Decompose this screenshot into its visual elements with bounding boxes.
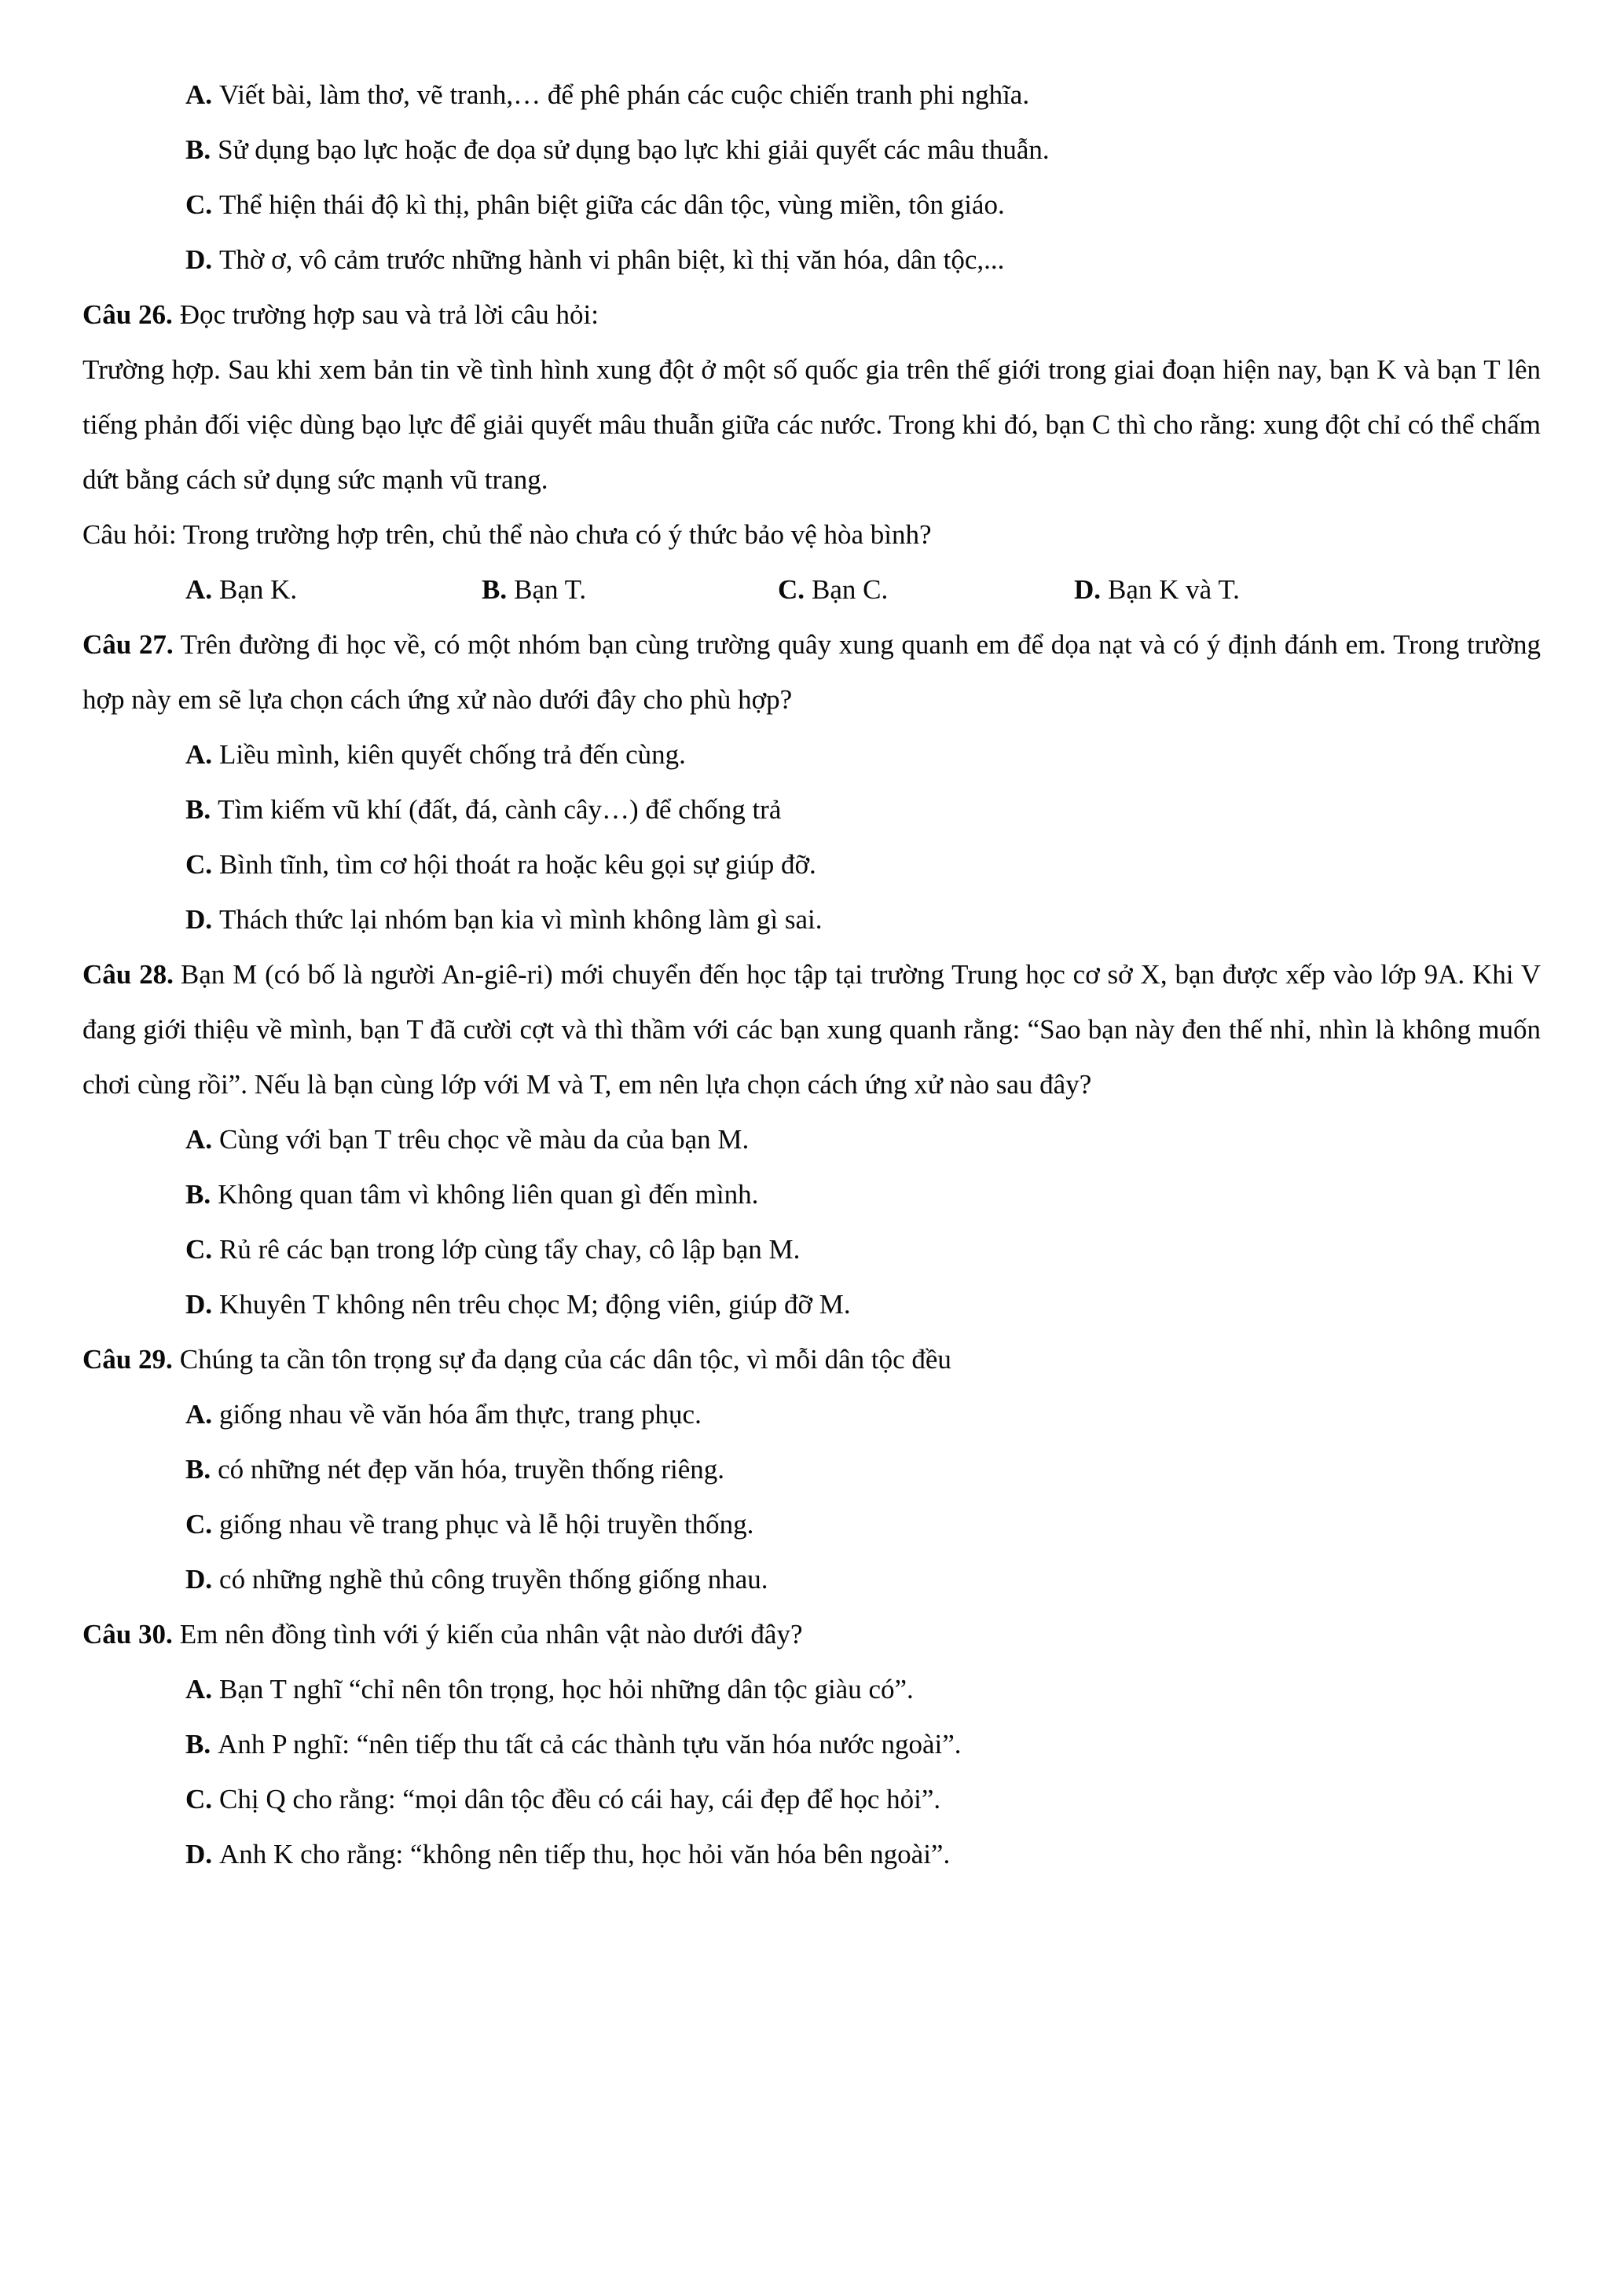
answer-option bbox=[82, 1112, 1541, 1167]
option-text: giống nhau về văn hóa ẩm thực, trang phục. bbox=[219, 1399, 702, 1430]
option-text: Viết bài, làm thơ, vẽ tranh,… để phê phán các cuộc chiến tranh phi nghĩa. bbox=[219, 79, 1030, 110]
option-text: Bạn T. bbox=[514, 574, 587, 605]
option-letter: B. bbox=[185, 1454, 211, 1485]
option-letter: A. bbox=[185, 574, 213, 605]
answer-option bbox=[82, 1442, 1541, 1497]
option-text: Tìm kiếm vũ khí (đất, đá, cành cây…) để chống trả bbox=[218, 794, 782, 825]
question bbox=[82, 947, 1541, 1112]
question-number: Câu 29. bbox=[82, 1344, 173, 1375]
option-letter: D. bbox=[185, 244, 213, 275]
question bbox=[82, 1607, 1541, 1662]
answer-option bbox=[82, 233, 1541, 287]
option-letter: A. bbox=[185, 79, 213, 110]
option-letter: A. bbox=[185, 739, 213, 770]
paragraph-text: Câu hỏi: Trong trường hợp trên, chủ thể nào chưa có ý thức bảo vệ hòa bình? bbox=[82, 519, 932, 550]
question-text: Bạn M (có bố là người An-giê-ri) mới chuyển đến học tập tại trường Trung học cơ sở X, bạn được xếp vào lớp 9A. Khi V đang giới thiệu về mình, bạn T đã cười cợt và thì thầm với các bạn xung quanh rằng: “Sao bạn này đen thế nhỉ, nhìn là không muốn chơi cùng rồi”. Nếu là bạn cùng lớp với M và T, em nên lựa chọn cách ứng xử nào sau đây? bbox=[82, 959, 1541, 1100]
option-text: Liều mình, kiên quyết chống trả đến cùng. bbox=[219, 739, 686, 770]
case-paragraph bbox=[82, 507, 1541, 562]
question bbox=[82, 287, 1541, 342]
option-text: Bạn K. bbox=[219, 574, 298, 605]
option-text: Chị Q cho rằng: “mọi dân tộc đều có cái hay, cái đẹp để học hỏi”. bbox=[219, 1784, 941, 1814]
question bbox=[82, 1332, 1541, 1387]
answer-option bbox=[82, 1717, 1541, 1772]
inline-answer-option bbox=[185, 562, 482, 617]
option-letter: D. bbox=[185, 1289, 213, 1320]
question-text: Em nên đồng tình với ý kiến của nhân vật nào dưới đây? bbox=[179, 1619, 803, 1650]
paragraph-text: Trường hợp. Sau khi xem bản tin về tình hình xung đột ở một số quốc gia trên thế giới trong giai đoạn hiện nay, bạn K và bạn T lên tiếng phản đối việc dùng bạo lực để giải quyết mâu thuẫn giữa các nước. Trong khi đó, bạn C thì cho rằng: xung đột chỉ có thể chấm dứt bằng cách sử dụng sức mạnh vũ trang. bbox=[82, 354, 1541, 495]
answers-row bbox=[82, 562, 1541, 617]
option-text: có những nét đẹp văn hóa, truyền thống riêng. bbox=[218, 1454, 725, 1485]
option-text: Bạn T nghĩ “chỉ nên tôn trọng, học hỏi những dân tộc giàu có”. bbox=[219, 1674, 914, 1705]
option-text: Anh P nghĩ: “nên tiếp thu tất cả các thành tựu văn hóa nước ngoài”. bbox=[218, 1729, 962, 1760]
question-text: Trên đường đi học về, có một nhóm bạn cùng trường quây xung quanh em để dọa nạt và có ý định đánh em. Trong trường hợp này em sẽ lựa chọn cách ứng xử nào dưới đây cho phù hợp? bbox=[82, 629, 1541, 715]
answer-option bbox=[82, 727, 1541, 782]
option-letter: B. bbox=[185, 1179, 211, 1210]
option-text: Bình tĩnh, tìm cơ hội thoát ra hoặc kêu gọi sự giúp đỡ. bbox=[219, 849, 816, 880]
option-text: Sử dụng bạo lực hoặc đe dọa sử dụng bạo lực khi giải quyết các mâu thuẫn. bbox=[218, 134, 1050, 165]
answer-option bbox=[82, 68, 1541, 123]
option-letter: C. bbox=[185, 1234, 213, 1265]
answer-option bbox=[82, 837, 1541, 892]
question bbox=[82, 617, 1541, 727]
option-text: Cùng với bạn T trêu chọc về màu da của bạn M. bbox=[219, 1124, 750, 1155]
option-letter: D. bbox=[1074, 574, 1102, 605]
answer-option bbox=[82, 1772, 1541, 1827]
answer-option bbox=[82, 1827, 1541, 1882]
option-letter: C. bbox=[185, 849, 213, 880]
option-letter: C. bbox=[185, 189, 213, 220]
option-text: Anh K cho rằng: “không nên tiếp thu, học hỏi văn hóa bên ngoài”. bbox=[219, 1839, 951, 1869]
answer-option bbox=[82, 1552, 1541, 1607]
answer-option bbox=[82, 1167, 1541, 1222]
option-text: có những nghề thủ công truyền thống giống nhau. bbox=[219, 1564, 768, 1595]
option-text: Bạn K và T. bbox=[1108, 574, 1240, 605]
option-letter: A. bbox=[185, 1674, 213, 1705]
answer-option bbox=[82, 1387, 1541, 1442]
option-text: Thờ ơ, vô cảm trước những hành vi phân biệt, kì thị văn hóa, dân tộc,... bbox=[219, 244, 1005, 275]
answer-option bbox=[82, 1277, 1541, 1332]
question-number: Câu 27. bbox=[82, 629, 174, 660]
option-letter: C. bbox=[778, 574, 805, 605]
question-number: Câu 30. bbox=[82, 1619, 173, 1650]
question-number: Câu 26. bbox=[82, 299, 173, 330]
option-text: Thách thức lại nhóm bạn kia vì mình không làm gì sai. bbox=[219, 904, 823, 935]
option-text: giống nhau về trang phục và lễ hội truyền thống. bbox=[219, 1509, 754, 1540]
option-letter: B. bbox=[185, 794, 211, 825]
document-content bbox=[82, 68, 1541, 1882]
inline-answer-option bbox=[778, 562, 1074, 617]
option-text: Không quan tâm vì không liên quan gì đến mình. bbox=[218, 1179, 759, 1210]
answer-option bbox=[82, 1662, 1541, 1717]
answer-option bbox=[82, 1497, 1541, 1552]
option-text: Rủ rê các bạn trong lớp cùng tẩy chay, cô lập bạn M. bbox=[219, 1234, 801, 1265]
option-letter: D. bbox=[185, 1839, 213, 1869]
question-text: Chúng ta cần tôn trọng sự đa dạng của các dân tộc, vì mỗi dân tộc đều bbox=[179, 1344, 951, 1375]
option-letter: C. bbox=[185, 1784, 213, 1814]
option-letter: D. bbox=[185, 904, 213, 935]
option-letter: B. bbox=[185, 134, 211, 165]
option-letter: A. bbox=[185, 1399, 213, 1430]
answer-option bbox=[82, 178, 1541, 233]
answer-option bbox=[82, 782, 1541, 837]
option-letter: B. bbox=[185, 1729, 211, 1760]
option-letter: D. bbox=[185, 1564, 213, 1595]
option-text: Khuyên T không nên trêu chọc M; động viên, giúp đỡ M. bbox=[219, 1289, 851, 1320]
option-letter: C. bbox=[185, 1509, 213, 1540]
question-number: Câu 28. bbox=[82, 959, 174, 990]
answer-option bbox=[82, 123, 1541, 178]
option-letter: B. bbox=[482, 574, 508, 605]
option-text: Bạn C. bbox=[812, 574, 889, 605]
option-text: Thể hiện thái độ kì thị, phân biệt giữa các dân tộc, vùng miền, tôn giáo. bbox=[219, 189, 1005, 220]
inline-answer-option bbox=[1074, 562, 1541, 617]
question-text: Đọc trường hợp sau và trả lời câu hỏi: bbox=[179, 299, 599, 330]
inline-answer-option bbox=[482, 562, 778, 617]
case-paragraph bbox=[82, 342, 1541, 507]
answer-option bbox=[82, 892, 1541, 947]
option-letter: A. bbox=[185, 1124, 213, 1155]
answer-option bbox=[82, 1222, 1541, 1277]
